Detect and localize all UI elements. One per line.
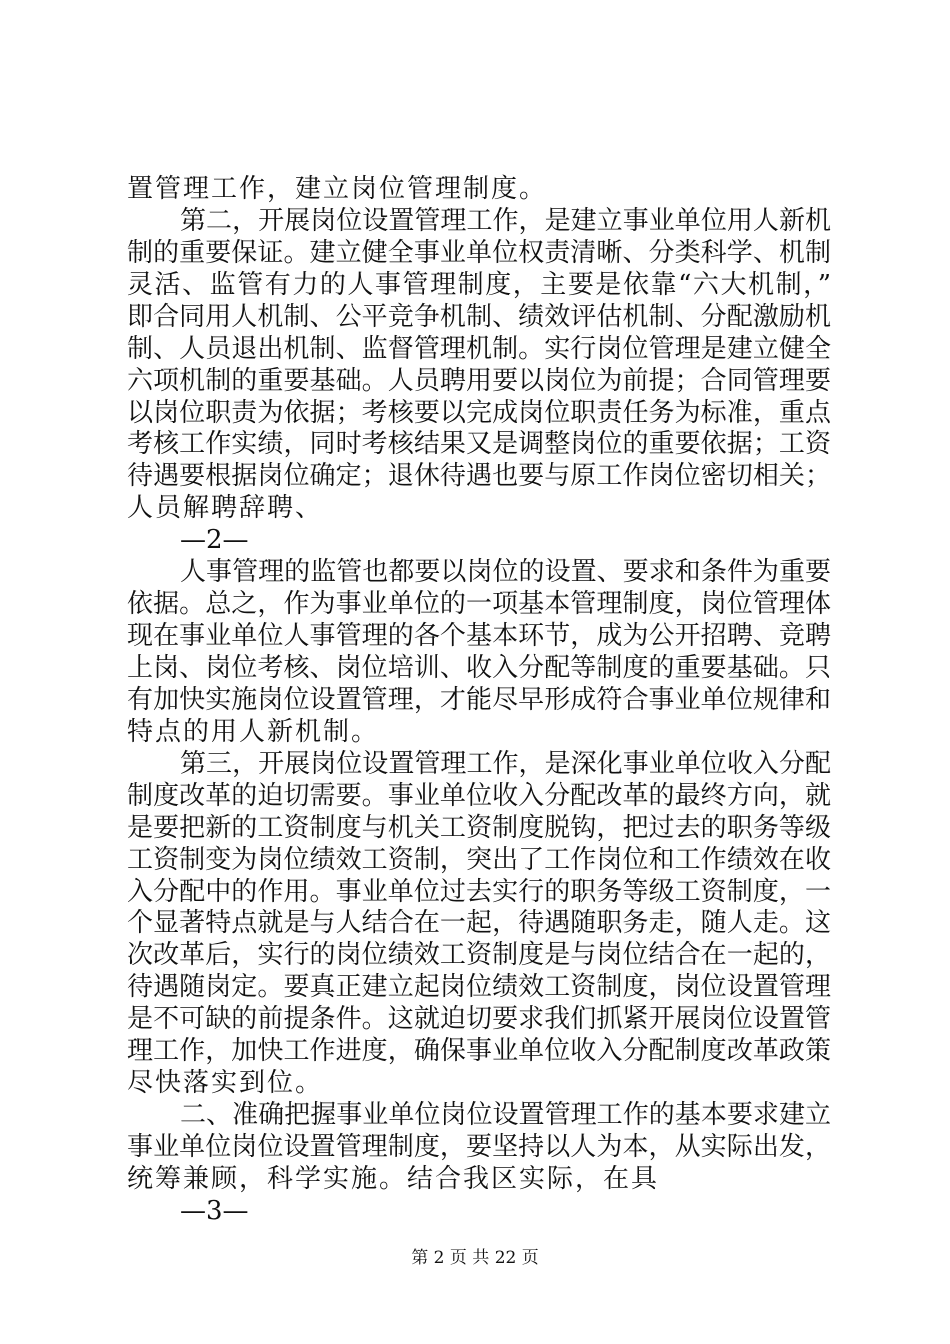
text-line: 是不可缺的前提条件。这就迫切要求我们抓紧开展岗位设置管: [127, 1004, 831, 1034]
text-line: 六项机制的重要基础。人员聘用要以岗位为前提；合同管理要: [127, 366, 831, 396]
text-line: 待遇要根据岗位确定；退休待遇也要与原工作岗位密切相关；: [127, 461, 831, 491]
text-line: 有加快实施岗位设置管理，才能尽早形成符合事业单位规律和: [127, 685, 831, 715]
text-line: 现在事业单位人事管理的各个基本环节，成为公开招聘、竞聘: [127, 621, 831, 651]
text-line: 第三，开展岗位设置管理工作，是深化事业单位收入分配: [180, 749, 831, 779]
text-line: 工资制变为岗位绩效工资制，突出了工作岗位和工作绩效在收: [127, 845, 831, 875]
text-line: 入分配中的作用。事业单位过去实行的职务等级工资制度，一: [127, 877, 831, 907]
text-line: 人员解聘辞聘、: [127, 493, 324, 523]
text-line: 尽快落实到位。: [127, 1068, 324, 1098]
text-line: 特点的用人新机制。: [127, 717, 380, 747]
text-line: 灵活、监管有力的人事管理制度，主要是依靠“六大机制，”: [127, 270, 831, 300]
text-line: 个显著特点就是与人结合在一起，待遇随职务走，随人走。这: [127, 908, 831, 938]
text-line: 考核工作实绩，同时考核结果又是调整岗位的重要依据；工资: [127, 429, 831, 459]
inline-page-marker: —3—: [180, 1196, 249, 1226]
text-line: 二、准确把握事业单位岗位设置管理工作的基本要求建立: [180, 1100, 831, 1130]
text-line: 理工作，加快工作进度，确保事业单位收入分配制度改革政策: [127, 1036, 831, 1066]
text-line: 制度改革的迫切需要。事业单位收入分配改革的最终方向，就: [127, 781, 831, 811]
text-line: 以岗位职责为依据；考核要以完成岗位职责任务为标准，重点: [127, 398, 831, 428]
text-line: 制、人员退出机制、监督管理机制。实行岗位管理是建立健全: [127, 334, 831, 364]
text-line: 上岗、岗位考核、岗位培训、收入分配等制度的重要基础。只: [127, 653, 831, 683]
text-line: 待遇随岗定。要真正建立起岗位绩效工资制度，岗位设置管理: [127, 972, 831, 1002]
text-line: 事业单位岗位设置管理制度，要坚持以人为本，从实际出发，: [127, 1132, 831, 1162]
text-line: 置管理工作，建立岗位管理制度。: [127, 174, 548, 204]
text-line: 制的重要保证。建立健全事业单位权责清晰、分类科学、机制: [127, 238, 831, 268]
text-line: 人事管理的监管也都要以岗位的设置、要求和条件为重要: [180, 557, 831, 587]
text-line: 即合同用人机制、公平竞争机制、绩效评估机制、分配激励机: [127, 302, 831, 332]
text-line: 统筹兼顾，科学实施。结合我区实际，在具: [127, 1164, 660, 1194]
inline-page-marker: —2—: [180, 525, 249, 555]
text-line: 第二，开展岗位设置管理工作，是建立事业单位用人新机: [180, 206, 831, 236]
page-footer: 第 2 页 共 22 页: [411, 1248, 539, 1268]
text-line: 次改革后，实行的岗位绩效工资制度是与岗位结合在一起的，: [127, 940, 831, 970]
text-line: 是要把新的工资制度与机关工资制度脱钩，把过去的职务等级: [127, 813, 831, 843]
text-line: 依据。总之，作为事业单位的一项基本管理制度，岗位管理体: [127, 589, 831, 619]
